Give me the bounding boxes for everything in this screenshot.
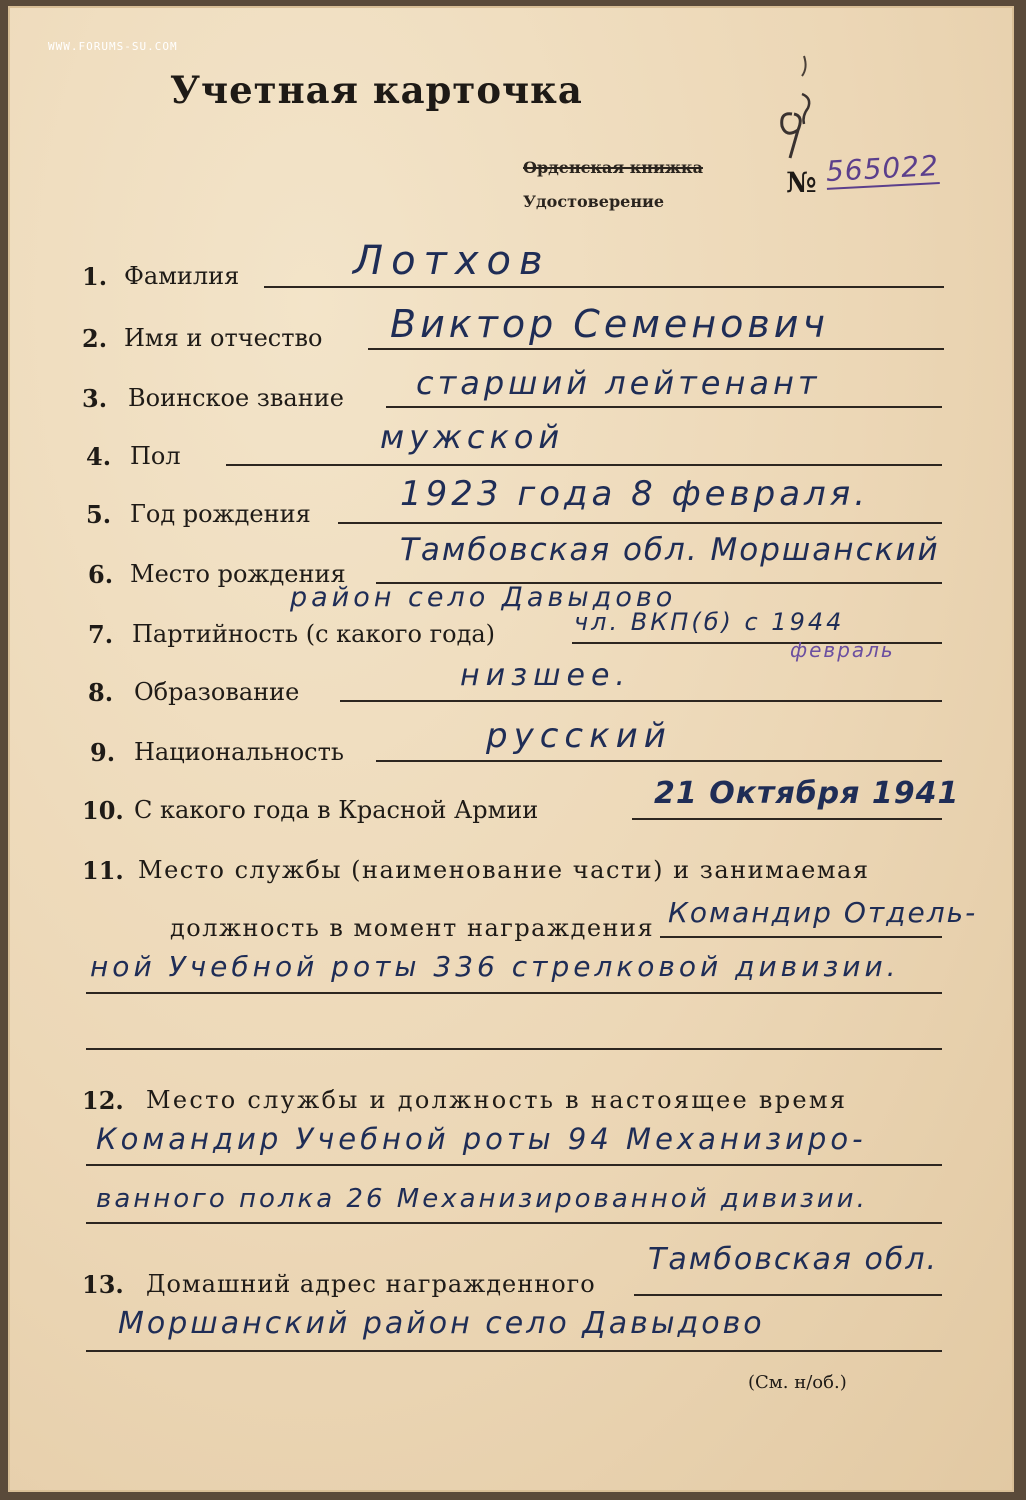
field-11-line-3: [86, 1048, 942, 1050]
field-12-line-2: [86, 1222, 942, 1224]
field-6-value-continued: район село Давыдово: [290, 582, 677, 613]
order-book-label: Орденская книжка: [523, 158, 703, 177]
field-12-label: Место службы и должность в настоящее время: [146, 1086, 848, 1114]
field-9-line: [376, 760, 942, 762]
field-4-number: 4.: [86, 442, 112, 471]
field-5-line: [338, 522, 942, 524]
field-9-number: 9.: [90, 738, 116, 767]
field-4-line: [226, 464, 942, 466]
field-10-label: С какого года в Красной Армии: [134, 796, 539, 824]
field-3-value: старший лейтенант: [416, 364, 821, 402]
field-11-line-2: [86, 992, 942, 994]
field-5-value: 1923 года 8 февраля.: [400, 474, 870, 514]
field-11-label-line2: должность в момент награждения: [170, 914, 655, 942]
number-sign: №: [786, 166, 817, 199]
watermark: WWW.FORUMS-SU.COM: [48, 40, 178, 53]
field-2-value: Виктор Семенович: [390, 302, 829, 346]
field-4-value: мужской: [380, 418, 565, 456]
field-6-value: Тамбовская обл. Моршанский: [400, 532, 940, 568]
field-13-label: Домашний адрес награжденного: [146, 1270, 596, 1298]
field-13-value-line1: Тамбовская обл.: [648, 1242, 939, 1277]
field-4-label: Пол: [130, 442, 181, 470]
field-12-line-1: [86, 1164, 942, 1166]
field-1-line: [264, 286, 944, 288]
field-3-label: Воинское звание: [128, 384, 344, 412]
field-12-value-line1: Командир Учебной роты 94 Механизиро-: [96, 1122, 867, 1156]
award-record-card: [8, 6, 1014, 1492]
field-10-value: 21 Октября 1941: [654, 776, 960, 811]
field-5-number: 5.: [86, 500, 112, 529]
field-10-line: [632, 818, 942, 820]
field-9-value: русский: [486, 716, 672, 756]
field-5-label: Год рождения: [130, 500, 311, 528]
field-11-number: 11.: [82, 856, 124, 885]
field-13-line-1: [634, 1294, 942, 1296]
field-13-number: 13.: [82, 1270, 124, 1299]
field-11-label-line1: Место службы (наименование части) и занимаемая: [138, 856, 870, 884]
field-8-number: 8.: [88, 678, 114, 707]
field-2-number: 2.: [82, 324, 108, 353]
field-3-number: 3.: [82, 384, 108, 413]
field-11-value-line1: Командир Отдель-: [668, 896, 978, 929]
field-8-value: низшее.: [460, 658, 631, 693]
certificate-label: Удостоверение: [523, 192, 665, 211]
card-title: Учетная карточка: [170, 68, 583, 112]
field-7-note: февраль: [790, 638, 895, 662]
field-7-number: 7.: [88, 620, 114, 649]
corner-pencil-mark: [774, 54, 818, 164]
field-7-label: Партийность (с какого года): [132, 620, 496, 648]
field-3-line: [386, 406, 942, 408]
field-8-line: [340, 700, 942, 702]
field-1-number: 1.: [82, 262, 108, 291]
field-11-value-line2: ной Учебной роты 336 стрелковой дивизии.: [90, 950, 900, 983]
field-12-value-line2: ванного полка 26 Механизированной дивизии.: [96, 1184, 868, 1214]
field-1-label: Фамилия: [124, 262, 240, 290]
order-number: 565022: [825, 149, 940, 188]
field-2-line: [368, 348, 944, 350]
field-6-label: Место рождения: [130, 560, 346, 588]
field-12-number: 12.: [82, 1086, 124, 1115]
see-reverse-note: (См. н/об.): [748, 1372, 847, 1393]
field-6-number: 6.: [88, 560, 114, 589]
field-10-number: 10.: [82, 796, 124, 825]
field-9-label: Национальность: [134, 738, 344, 766]
field-13-line-2: [86, 1350, 942, 1352]
field-7-value: чл. ВКП(б) с 1944: [574, 608, 845, 636]
field-13-value-line2: Моршанский район село Давыдово: [118, 1306, 765, 1341]
field-8-label: Образование: [134, 678, 300, 706]
field-11-line-1: [660, 936, 942, 938]
field-2-label: Имя и отчество: [124, 324, 323, 352]
field-1-value: Лотхов: [353, 238, 551, 284]
